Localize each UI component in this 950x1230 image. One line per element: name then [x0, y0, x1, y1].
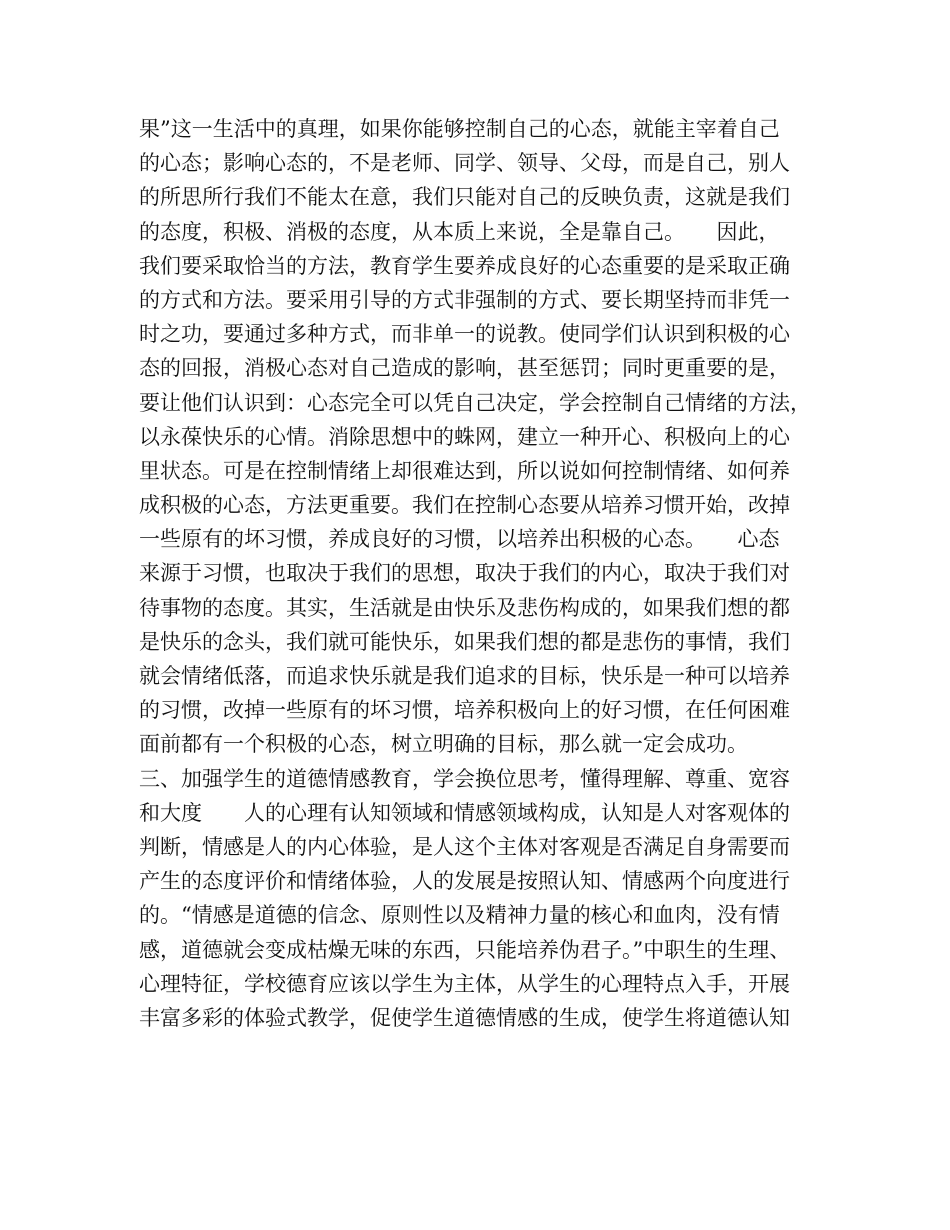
text-line: 里状态。可是在控制情绪上却很难达到，所以说如何控制情绪、如何养 — [139, 458, 790, 483]
text-line: 判断，情感是人的内心体验，是人这个主体对客观是否满足自身需要而 — [139, 834, 790, 859]
text-line: 果”这一生活中的真理，如果你能够控制自己的心态，就能主宰着自己 — [139, 117, 780, 141]
text-line: 成积极的心态，方法更重要。我们在控制心态要从培养习惯开始，改掉 — [139, 493, 790, 518]
text-line: 态的回报，消极心态对自己造成的影响，甚至惩罚；同时更重要的是， — [139, 356, 790, 381]
text-line: 是快乐的念头，我们就可能快乐，如果我们想的都是悲伤的事情，我们 — [139, 629, 790, 654]
text-line: 和大度 人的心理有认知领域和情感领域构成，认知是人对客观体的 — [139, 800, 790, 825]
text-line: 的习惯，改掉一些原有的坏习惯，培养积极向上的好习惯，在任何困难 — [139, 698, 790, 723]
text-line: 来源于习惯，也取决于我们的思想，取决于我们的内心，取决于我们对 — [139, 561, 790, 586]
text-line: 的态度，积极、消极的态度，从本质上来说，全是靠自己。 因此， — [139, 219, 780, 244]
text-line: 就会情绪低落，而追求快乐就是我们追求的目标，快乐是一种可以培养 — [139, 664, 790, 688]
section-heading-line: 三、加强学生的道德情感教育，学会换位思考，懂得理解、尊重、宽容 — [139, 766, 790, 791]
text-line: 一些原有的坏习惯，养成良好的习惯，以培养出积极的心态。 心态 — [139, 527, 780, 552]
text-line: 待事物的态度。其实，生活就是由快乐及悲伤构成的，如果我们想的都 — [139, 595, 790, 620]
text-line: 以永葆快乐的心情。消除思想中的蛛网，建立一种开心、积极向上的心 — [139, 424, 790, 449]
text-line: 面前都有一个积极的心态，树立明确的目标，那么就一定会成功。 — [139, 732, 748, 757]
text-line: 产生的态度评价和情绪体验，人的发展是按照认知、情感两个向度进行 — [139, 869, 790, 894]
text-line: 感，道德就会变成枯燥无味的东西，只能培养伪君子。”中职生的生理、 — [139, 937, 791, 962]
text-line: 丰富多彩的体验式教学，促使学生道德情感的生成，使学生将道德认知 — [139, 1005, 790, 1030]
text-line: 时之功，要通过多种方式，而非单一的说教。使同学们认识到积极的心 — [139, 322, 790, 347]
text-line: 心理特征，学校德育应该以学生为主体，从学生的心理特点入手，开展 — [139, 971, 790, 996]
text-line: 的心态；影响心态的，不是老师、同学、领导、父母，而是自己，别人 — [139, 151, 790, 176]
body-text — [139, 112, 829, 1035]
text-line: 要让他们认识到：心态完全可以凭自己决定，学会控制自己情绪的方法， — [139, 390, 811, 415]
text-line: 我们要采取恰当的方法，教育学生要养成良好的心态重要的是采取正确 — [139, 253, 790, 278]
text-line: 的所思所行我们不能太在意，我们只能对自己的反映负责，这就是我们 — [139, 185, 790, 210]
text-line: 的方式和方法。要采用引导的方式非强制的方式、要长期坚持而非凭一 — [139, 287, 790, 312]
text-line: 的。“情感是道德的信念、原则性以及精神力量的核心和血肉，没有情 — [139, 903, 780, 928]
